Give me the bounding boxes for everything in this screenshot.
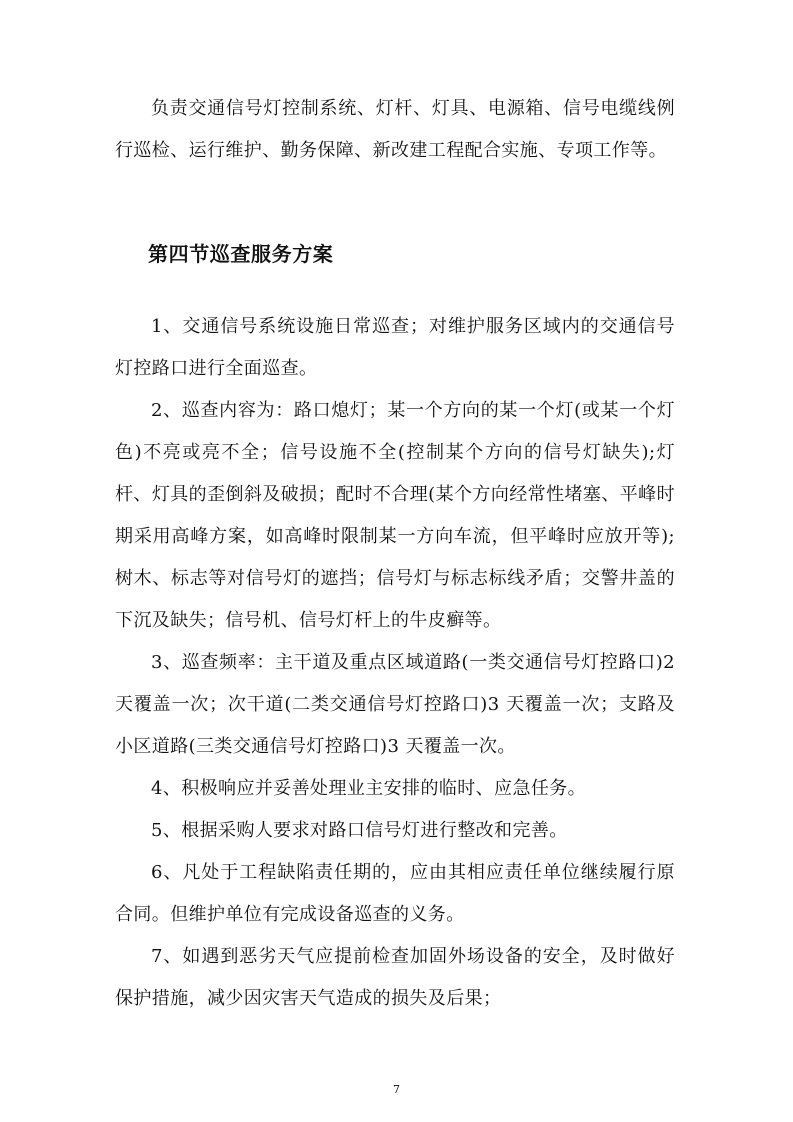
- section-heading: 第四节巡查服务方案: [148, 242, 334, 266]
- list-item: 4、积极响应并妥善处理业主安排的临时、应急任务。: [151, 778, 587, 799]
- page-number: 7: [393, 1083, 400, 1096]
- list-item: 1、交通信号系统设施日常巡查；对维护服务区域内的交通信号灯控路口进行全面巡查。: [115, 316, 675, 379]
- list-item: 6、凡处于工程缺陷责任期的，应由其相应责任单位继续履行原合同。但维护单位有完成设备巡查的义务。: [115, 862, 675, 925]
- list-item: 7、如遇到恶劣天气应提前检查加固外场设备的安全，及时做好保护措施，减少因灾害天气造成的损失及后果；: [115, 946, 675, 1009]
- list-item: 2、巡查内容为：路口熄灯；某一个方向的某一个灯(或某一个灯色)不亮或亮不全；信号设施不全(控制某个方向的信号灯缺失);灯杆、灯具的歪倒斜及破损；配时不合理(某个方向经常性堵塞、平峰时期采用高峰方案，如高峰时限制某一方向车流，但平峰时应放开等);树木、标志等对信号灯的遮挡；信号灯与标志标线矛盾；交警井盖的下沉及缺失；信号机、信号灯杆上的牛皮癣等。: [115, 400, 675, 631]
- intro-paragraph: 负责交通信号灯控制系统、灯杆、灯具、电源箱、信号电缆线例行巡检、运行维护、勤务保障、新改建工程配合实施、专项工作等。: [115, 98, 675, 161]
- list-item: 3、巡查频率：主干道及重点区域道路(一类交通信号灯控路口)2 天覆盖一次；次干道(二类交通信号灯控路口)3 天覆盖一次；支路及小区道路(三类交通信号灯控路口)3 天覆盖一次。: [115, 652, 675, 757]
- list-item: 5、根据采购人要求对路口信号灯进行整改和完善。: [151, 820, 568, 841]
